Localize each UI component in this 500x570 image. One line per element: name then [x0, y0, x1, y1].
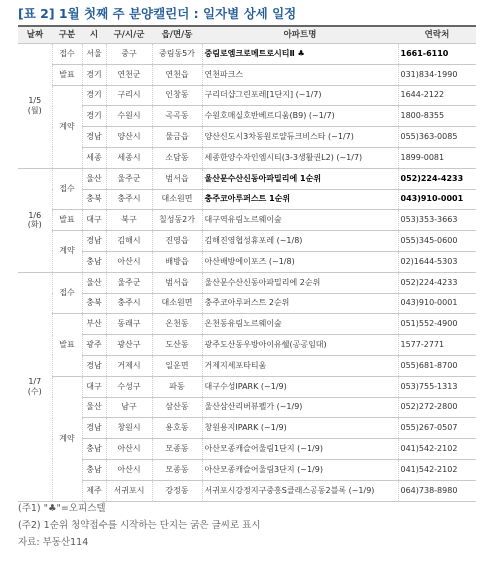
- dong-cell: 인창동: [152, 85, 202, 106]
- contact-cell: 043)910-0001: [398, 293, 476, 314]
- dong-cell: 범서읍: [152, 272, 202, 293]
- gu-cell: 울주군: [106, 168, 152, 189]
- apartment-name-cell: 아산배방에이포즈 (~1/8): [202, 251, 398, 272]
- type-cell: 접수: [52, 168, 82, 210]
- table-title: [표 2] 1월 첫째 주 분양캘린더 : 일자별 상세 일정: [18, 6, 297, 21]
- si-cell: 부산: [82, 314, 106, 335]
- gu-cell: 서귀포시: [106, 480, 152, 501]
- si-cell: 충남: [82, 439, 106, 460]
- dong-cell: 중림동5가: [152, 44, 202, 65]
- date-cell: 1/5 (월): [18, 44, 52, 169]
- table-row: [18, 85, 476, 106]
- gu-cell: 북구: [106, 210, 152, 231]
- header-date: 날짜: [18, 26, 52, 44]
- apartment-name-cell: 수원호매실호반베르디움(B9) (~1/7): [202, 106, 398, 127]
- type-cell: 계약: [52, 85, 82, 168]
- footnote-1: (주1) "♣"=오피스텔: [18, 503, 106, 514]
- si-cell: 제주: [82, 480, 106, 501]
- table-header-row: [18, 26, 476, 44]
- table-row: [18, 251, 476, 272]
- apartment-name-cell: 울산문수산신동아파밀리에 1순위: [202, 168, 398, 189]
- apartment-name-cell: 충주코아루퍼스트 1순위: [202, 189, 398, 210]
- apartment-name-cell: 온천동유림노르웨이숲: [202, 314, 398, 335]
- contact-cell: 052)224-4233: [398, 168, 476, 189]
- gu-cell: 아산시: [106, 459, 152, 480]
- si-cell: 충남: [82, 251, 106, 272]
- dong-cell: 강정동: [152, 480, 202, 501]
- apartment-name-cell: 대구수성IPARK (~1/9): [202, 376, 398, 397]
- dong-cell: 곡곡동: [152, 106, 202, 127]
- apartment-name-cell: 아산모종캐슬어울림3단지 (~1/9): [202, 459, 398, 480]
- apartment-name-cell: 아산모종캐슬어울림1단지 (~1/9): [202, 439, 398, 460]
- si-cell: 울산: [82, 397, 106, 418]
- dong-cell: 파동: [152, 376, 202, 397]
- gu-cell: 충주시: [106, 189, 152, 210]
- table-row: [18, 335, 476, 356]
- table-row: [18, 418, 476, 439]
- contact-cell: 055)681-8700: [398, 355, 476, 376]
- gu-cell: 거제시: [106, 355, 152, 376]
- si-cell: 경남: [82, 355, 106, 376]
- gu-cell: 연천군: [106, 64, 152, 85]
- dong-cell: 대소원면: [152, 189, 202, 210]
- contact-cell: 052)224-4233: [398, 272, 476, 293]
- dong-cell: 모종동: [152, 439, 202, 460]
- gu-cell: 동래구: [106, 314, 152, 335]
- type-cell: 발표: [52, 210, 82, 231]
- contact-cell: 055)267-0507: [398, 418, 476, 439]
- si-cell: 충남: [82, 459, 106, 480]
- contact-cell: 052)272-2800: [398, 397, 476, 418]
- table-row: [18, 376, 476, 397]
- dong-cell: 일운면: [152, 355, 202, 376]
- table-row: [18, 480, 476, 501]
- table-row: [18, 397, 476, 418]
- gu-cell: 중구: [106, 44, 152, 65]
- table-body: [18, 44, 476, 502]
- contact-cell: 041)542-2102: [398, 459, 476, 480]
- type-cell: 발표: [52, 64, 82, 85]
- apartment-name-cell: 세종한양수자인엠시티(3-3생활권L2) (~1/7): [202, 147, 398, 168]
- table-row: [18, 272, 476, 293]
- dong-cell: 삼산동: [152, 397, 202, 418]
- table-row: [18, 168, 476, 189]
- apartment-name-cell: 충주코아루퍼스트 2순위: [202, 293, 398, 314]
- contact-cell: 041)542-2102: [398, 439, 476, 460]
- gu-cell: 구리시: [106, 85, 152, 106]
- dong-cell: 도산동: [152, 335, 202, 356]
- gu-cell: 울주군: [106, 272, 152, 293]
- si-cell: 울산: [82, 272, 106, 293]
- gu-cell: 충주시: [106, 293, 152, 314]
- header-dong: 읍/면/동: [152, 26, 202, 44]
- contact-cell: 1644-2122: [398, 85, 476, 106]
- header-apartment: 아파트명: [202, 26, 398, 44]
- contact-cell: 053)755-1313: [398, 376, 476, 397]
- apartment-name-cell: 연천파크스: [202, 64, 398, 85]
- contact-cell: 064)738-8980: [398, 480, 476, 501]
- date-cell: 1/7 (수): [18, 272, 52, 501]
- contact-cell: 055)363-0085: [398, 127, 476, 148]
- type-cell: 발표: [52, 314, 82, 376]
- si-cell: 충북: [82, 293, 106, 314]
- dong-cell: 모종동: [152, 459, 202, 480]
- dong-cell: 대소원면: [152, 293, 202, 314]
- table-row: [18, 147, 476, 168]
- dong-cell: 진영읍: [152, 231, 202, 252]
- contact-cell: 1661-6110: [398, 44, 476, 65]
- si-cell: 대구: [82, 376, 106, 397]
- table-row: [18, 106, 476, 127]
- apartment-name-cell: 광주도산동우방아이유쉘(공공임대): [202, 335, 398, 356]
- apartment-name-cell: 구리더샵그린포레[1단지] (~1/7): [202, 85, 398, 106]
- header-gu: 구/시/군: [106, 26, 152, 44]
- contact-cell: 1577-2771: [398, 335, 476, 356]
- dong-cell: 연천읍: [152, 64, 202, 85]
- si-cell: 울산: [82, 168, 106, 189]
- gu-cell: 아산시: [106, 439, 152, 460]
- table-row: [18, 210, 476, 231]
- apartment-name-cell: 김해진영협성휴포레 (~1/8): [202, 231, 398, 252]
- header-type: 구분: [52, 26, 82, 44]
- schedule-table: [18, 25, 476, 502]
- dong-cell: 칠성동2가: [152, 210, 202, 231]
- footnote-2: (주2) 1순위 청약접수를 시작하는 단지는 굵은 글씨로 표시: [18, 520, 261, 531]
- contact-cell: 1899-0081: [398, 147, 476, 168]
- gu-cell: 수원시: [106, 106, 152, 127]
- dong-cell: 물금읍: [152, 127, 202, 148]
- gu-cell: 양산시: [106, 127, 152, 148]
- table-row: [18, 459, 476, 480]
- type-cell: 계약: [52, 231, 82, 273]
- apartment-name-cell: 창원용지IPARK (~1/9): [202, 418, 398, 439]
- gu-cell: 남구: [106, 397, 152, 418]
- si-cell: 대구: [82, 210, 106, 231]
- gu-cell: 창원시: [106, 418, 152, 439]
- source-note: 자료: 부동산114: [18, 537, 89, 548]
- apartment-name-cell: 거제지세포타티움: [202, 355, 398, 376]
- table-row: [18, 355, 476, 376]
- dong-cell: 범서읍: [152, 168, 202, 189]
- apartment-name-cell: 양산신도시3차동원로얄듀크비스타 (~1/7): [202, 127, 398, 148]
- gu-cell: 광산구: [106, 335, 152, 356]
- footnotes: [18, 500, 261, 551]
- contact-cell: 031)834-1990: [398, 64, 476, 85]
- table-row: [18, 314, 476, 335]
- contact-cell: 051)552-4900: [398, 314, 476, 335]
- apartment-name-cell: 서귀포시강정지구중흥S클래스공동2블록 (~1/9): [202, 480, 398, 501]
- si-cell: 경기: [82, 64, 106, 85]
- type-cell: 접수: [52, 272, 82, 314]
- gu-cell: 수성구: [106, 376, 152, 397]
- si-cell: 서울: [82, 44, 106, 65]
- type-cell: 계약: [52, 376, 82, 501]
- dong-cell: 소담동: [152, 147, 202, 168]
- contact-cell: 053)353-3663: [398, 210, 476, 231]
- si-cell: 경기: [82, 106, 106, 127]
- table-row: [18, 439, 476, 460]
- si-cell: 경남: [82, 231, 106, 252]
- table-row: [18, 293, 476, 314]
- date-cell: 1/6 (화): [18, 168, 52, 272]
- dong-cell: 배방읍: [152, 251, 202, 272]
- gu-cell: 세종시: [106, 147, 152, 168]
- table-row: [18, 189, 476, 210]
- apartment-name-cell: 울산삼산리버뷰펠가 (~1/9): [202, 397, 398, 418]
- type-cell: 접수: [52, 44, 82, 65]
- apartment-name-cell: 대구역유림노르웨이숲: [202, 210, 398, 231]
- table-row: [18, 127, 476, 148]
- gu-cell: 아산시: [106, 251, 152, 272]
- contact-cell: 02)1644-5303: [398, 251, 476, 272]
- contact-cell: 043)910-0001: [398, 189, 476, 210]
- si-cell: 세종: [82, 147, 106, 168]
- header-contact: 연락처: [398, 26, 476, 44]
- gu-cell: 김해시: [106, 231, 152, 252]
- header-si: 시: [82, 26, 106, 44]
- si-cell: 충북: [82, 189, 106, 210]
- table-row: [18, 44, 476, 65]
- si-cell: 경기: [82, 85, 106, 106]
- si-cell: 경남: [82, 127, 106, 148]
- dong-cell: 온천동: [152, 314, 202, 335]
- si-cell: 경남: [82, 418, 106, 439]
- si-cell: 광주: [82, 335, 106, 356]
- schedule-table-wrapper: [18, 25, 476, 502]
- contact-cell: 055)345-0600: [398, 231, 476, 252]
- apartment-name-cell: 울산문수산신동아파밀리에 2순위: [202, 272, 398, 293]
- contact-cell: 1800-8355: [398, 106, 476, 127]
- table-row: [18, 231, 476, 252]
- table-row: [18, 64, 476, 85]
- dong-cell: 용호동: [152, 418, 202, 439]
- apartment-name-cell: 중림로엠크로메트로시티Ⅱ ♣: [202, 44, 398, 65]
